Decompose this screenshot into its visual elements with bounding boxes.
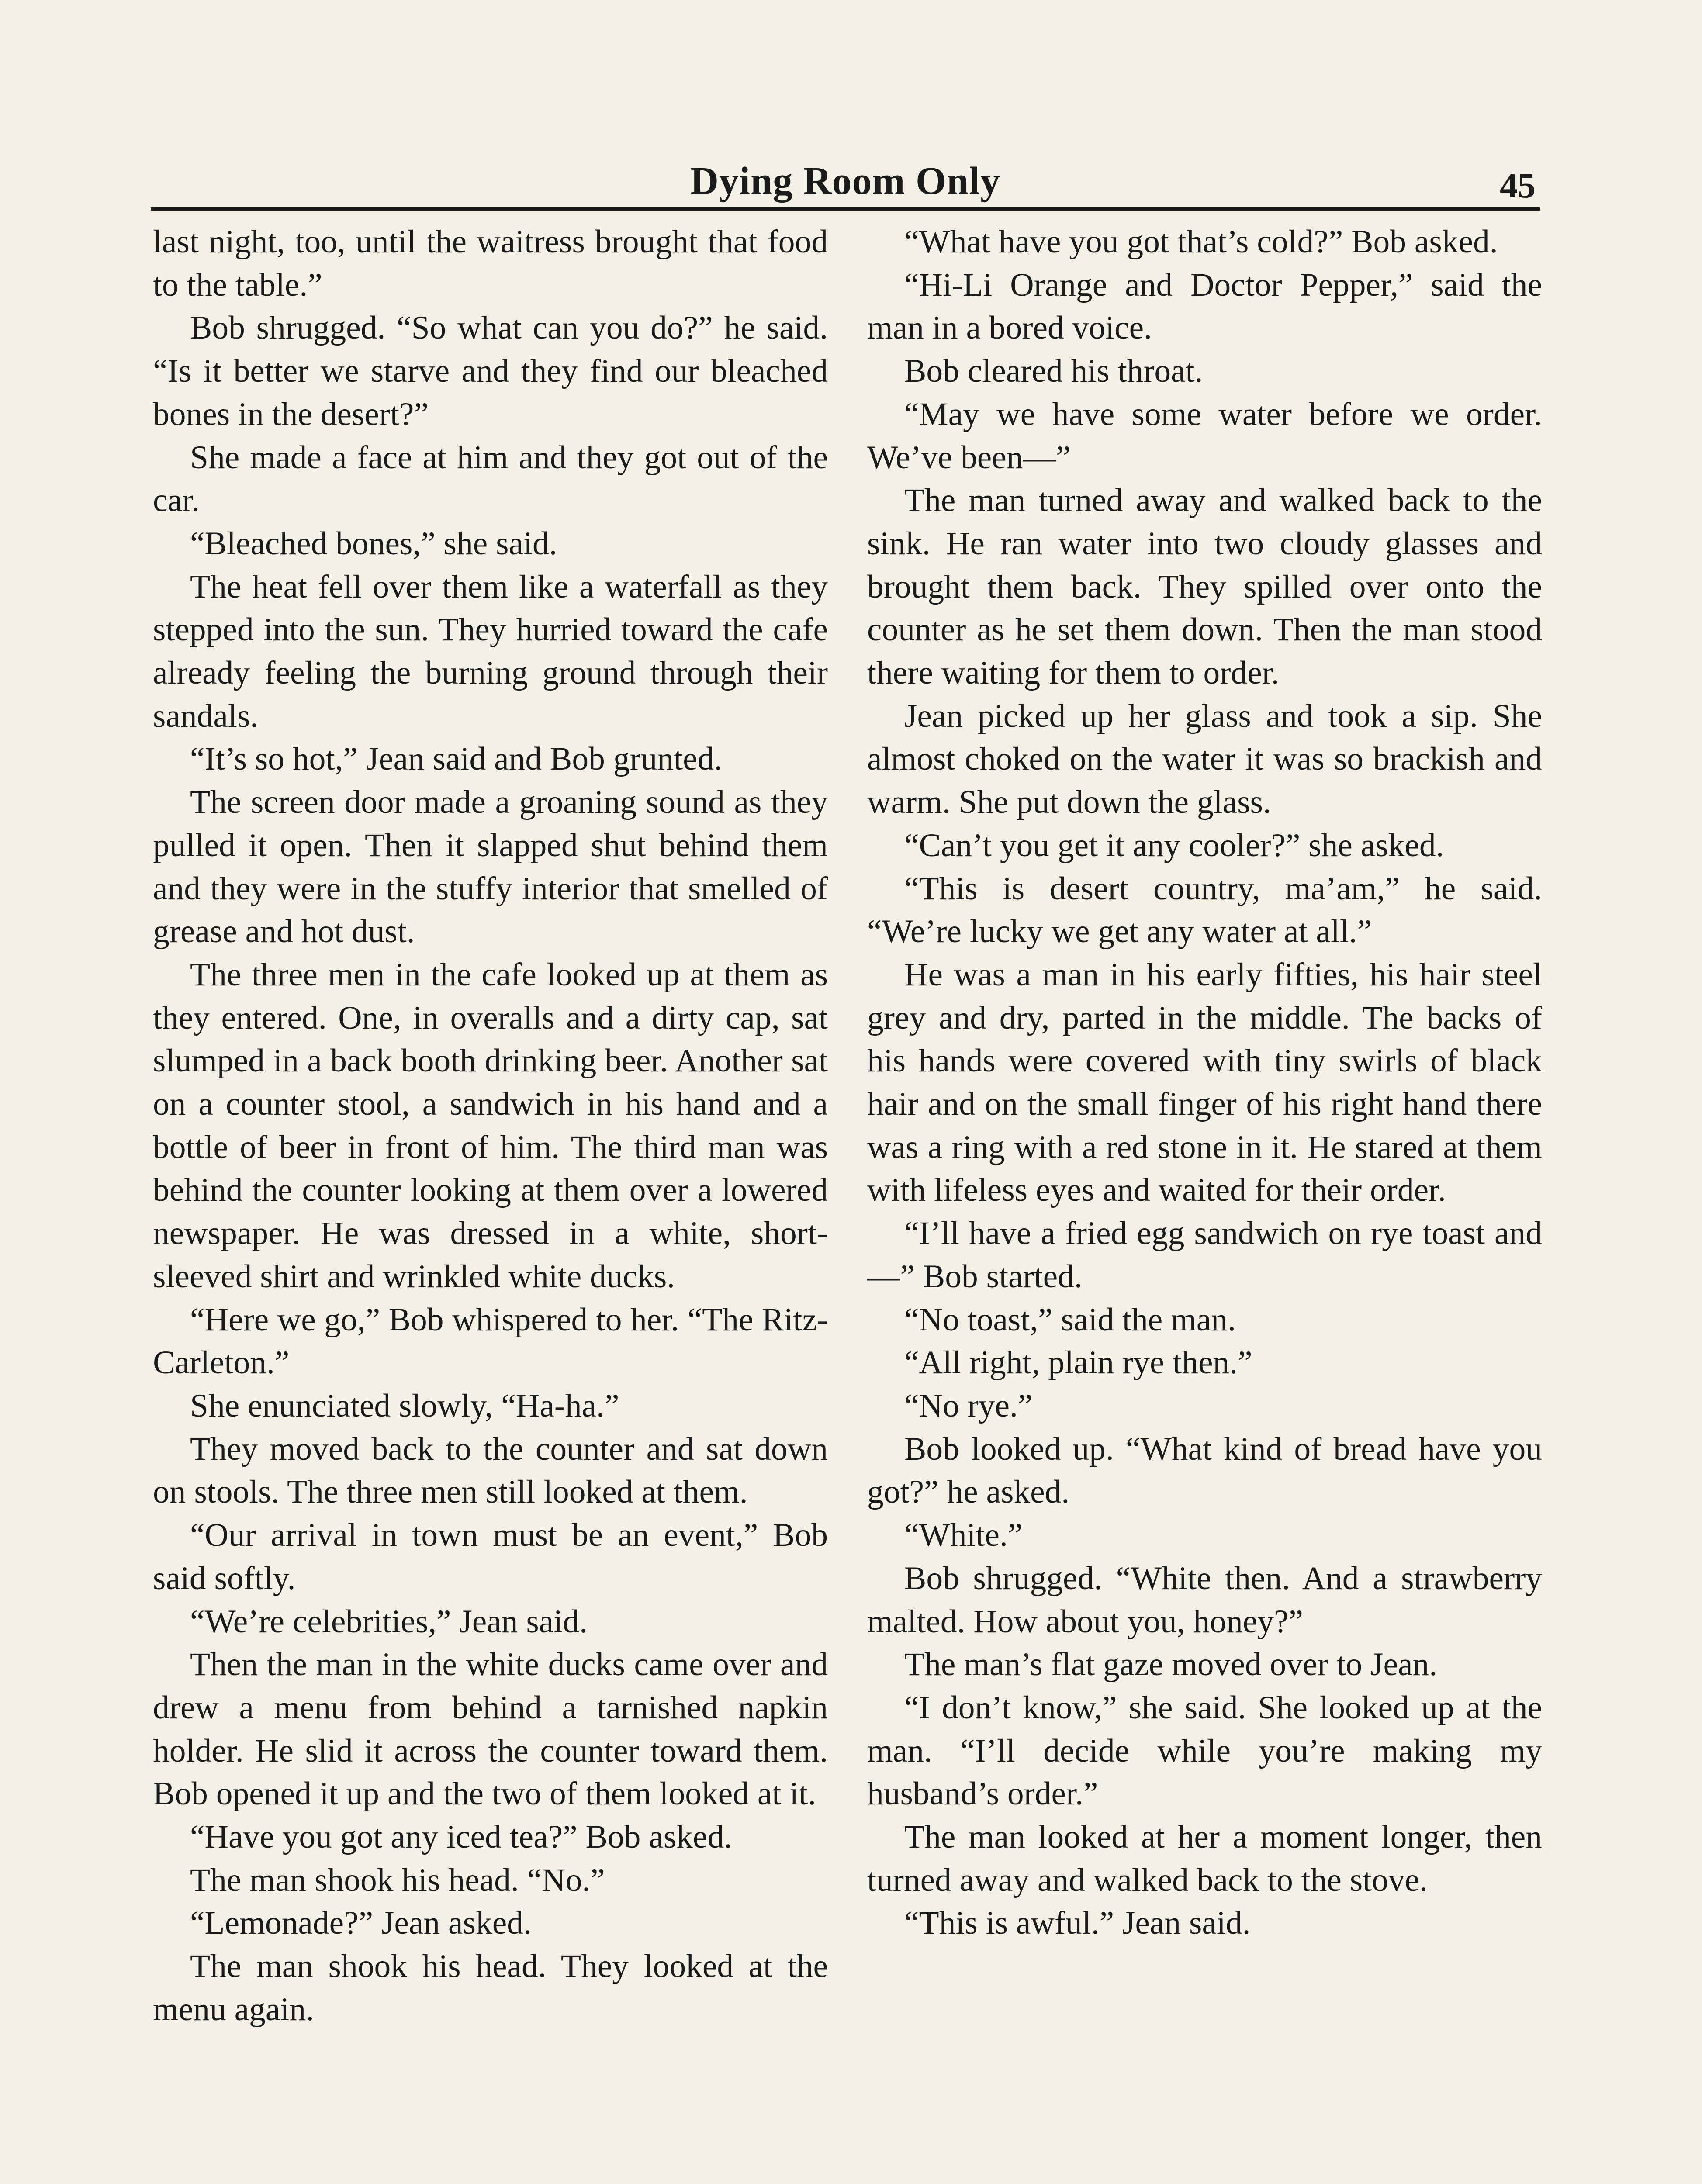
paragraph: “I don’t know,” she said. She looked up at the man. “I’ll decide while you’re making my husband’s order.”: [867, 1689, 1542, 1812]
paragraph: “Hi-Li Orange and Doctor Pepper,” said the man in a bored voice.: [867, 266, 1542, 346]
paragraph: The three men in the cafe looked up at them as they entered. One, in overalls and a dirty cap, sat slumped in a back booth drinking beer. Another sat on a counter stool, a sandwich in his hand and a bottle of beer in front of him. The third man was behind the counter looking at them over a lowered newspaper. He was dressed in a white, short-sleeved shirt and wrinkled white ducks.: [153, 956, 828, 1295]
paragraph: “We’re celebrities,” Jean said.: [190, 1603, 588, 1640]
paragraph: Then the man in the white ducks came over and drew a menu from behind a tarnished napkin holder. He slid it across the counter toward them. Bob opened it up and the two of them looked at it.: [153, 1646, 828, 1812]
paragraph: “What have you got that’s cold?” Bob asked.: [904, 224, 1498, 260]
paragraph: “No rye.”: [904, 1387, 1033, 1424]
paragraph: “Can’t you get it any cooler?” she asked.: [904, 827, 1444, 864]
paragraph: “White.”: [904, 1517, 1023, 1554]
paragraph: “It’s so hot,” Jean said and Bob grunted.: [190, 741, 723, 778]
paragraph: The man’s flat gaze moved over to Jean.: [904, 1646, 1438, 1683]
right-column: [867, 221, 1542, 1945]
paragraph: He was a man in his early fifties, his hair steel grey and dry, parted in the middle. The backs of his hands were covered with tiny swirls of black hair and on the small finger of his right hand there was a ring with a red stone in it. He stared at them with lifeless eyes and waited for their order.: [867, 956, 1542, 1209]
page-header: [151, 151, 1540, 211]
paragraph: “This is desert country, ma’am,” he said. “We’re lucky we get any water at all.”: [867, 870, 1542, 950]
paragraph: “Bleached bones,” she said.: [190, 525, 557, 562]
paragraph: “No toast,” said the man.: [904, 1301, 1236, 1338]
paragraph: “All right, plain rye then.”: [904, 1344, 1252, 1381]
paragraph: “Our arrival in town must be an event,” Bob said softly.: [153, 1517, 828, 1597]
paragraph: “I’ll have a fried egg sandwich on rye toast and—” Bob started.: [867, 1215, 1542, 1295]
paragraph: She enunciated slowly, “Ha-ha.”: [190, 1387, 619, 1424]
paragraph: Bob shrugged. “So what can you do?” he said. “Is it better we starve and they find our bleached bones in the desert?”: [153, 310, 828, 432]
left-column: [153, 221, 828, 2032]
paragraph: “This is awful.” Jean said.: [904, 1905, 1251, 1942]
paragraph: The man shook his head. They looked at the menu again.: [153, 1948, 828, 2028]
paragraph: She made a face at him and they got out of the car.: [153, 439, 828, 519]
paragraph: The heat fell over them like a waterfall as they stepped into the sun. They hurried toward the cafe already feeling the burning ground through their sandals.: [153, 568, 828, 734]
paragraph: “Have you got any iced tea?” Bob asked.: [190, 1819, 733, 1856]
paragraph: Bob shrugged. “White then. And a strawberry malted. How about you, honey?”: [867, 1560, 1542, 1640]
paragraph: last night, too, until the waitress brought that food to the table.”: [153, 224, 828, 303]
paragraph: “May we have some water before we order. We’ve been—”: [867, 396, 1542, 476]
paragraph: “Lemonade?” Jean asked.: [190, 1905, 532, 1942]
paragraph: The screen door made a groaning sound as they pulled it open. Then it slapped shut behind them and they were in the stuffy interior that smelled of grease and hot dust.: [153, 784, 828, 950]
paragraph: Bob cleared his throat.: [904, 353, 1203, 390]
paragraph: The man looked at her a moment longer, then turned away and walked back to the stove.: [867, 1819, 1542, 1898]
page-number: 45: [1500, 166, 1536, 205]
running-title: Dying Room Only: [690, 159, 1001, 203]
paragraph: The man shook his head. “No.”: [190, 1862, 605, 1898]
paragraph: They moved back to the counter and sat down on stools. The three men still looked at them.: [153, 1431, 828, 1510]
paragraph: The man turned away and walked back to the sink. He ran water into two cloudy glasses and brought them back. They spilled over onto the counter as he set them down. Then the man stood there waiting for them to order.: [867, 482, 1542, 691]
paragraph: “Here we go,” Bob whispered to her. “The Ritz-Carleton.”: [153, 1301, 828, 1381]
paragraph: Bob looked up. “What kind of bread have you got?” he asked.: [867, 1431, 1542, 1510]
paragraph: Jean picked up her glass and took a sip. She almost choked on the water it was so brackish and warm. She put down the glass.: [867, 698, 1542, 821]
